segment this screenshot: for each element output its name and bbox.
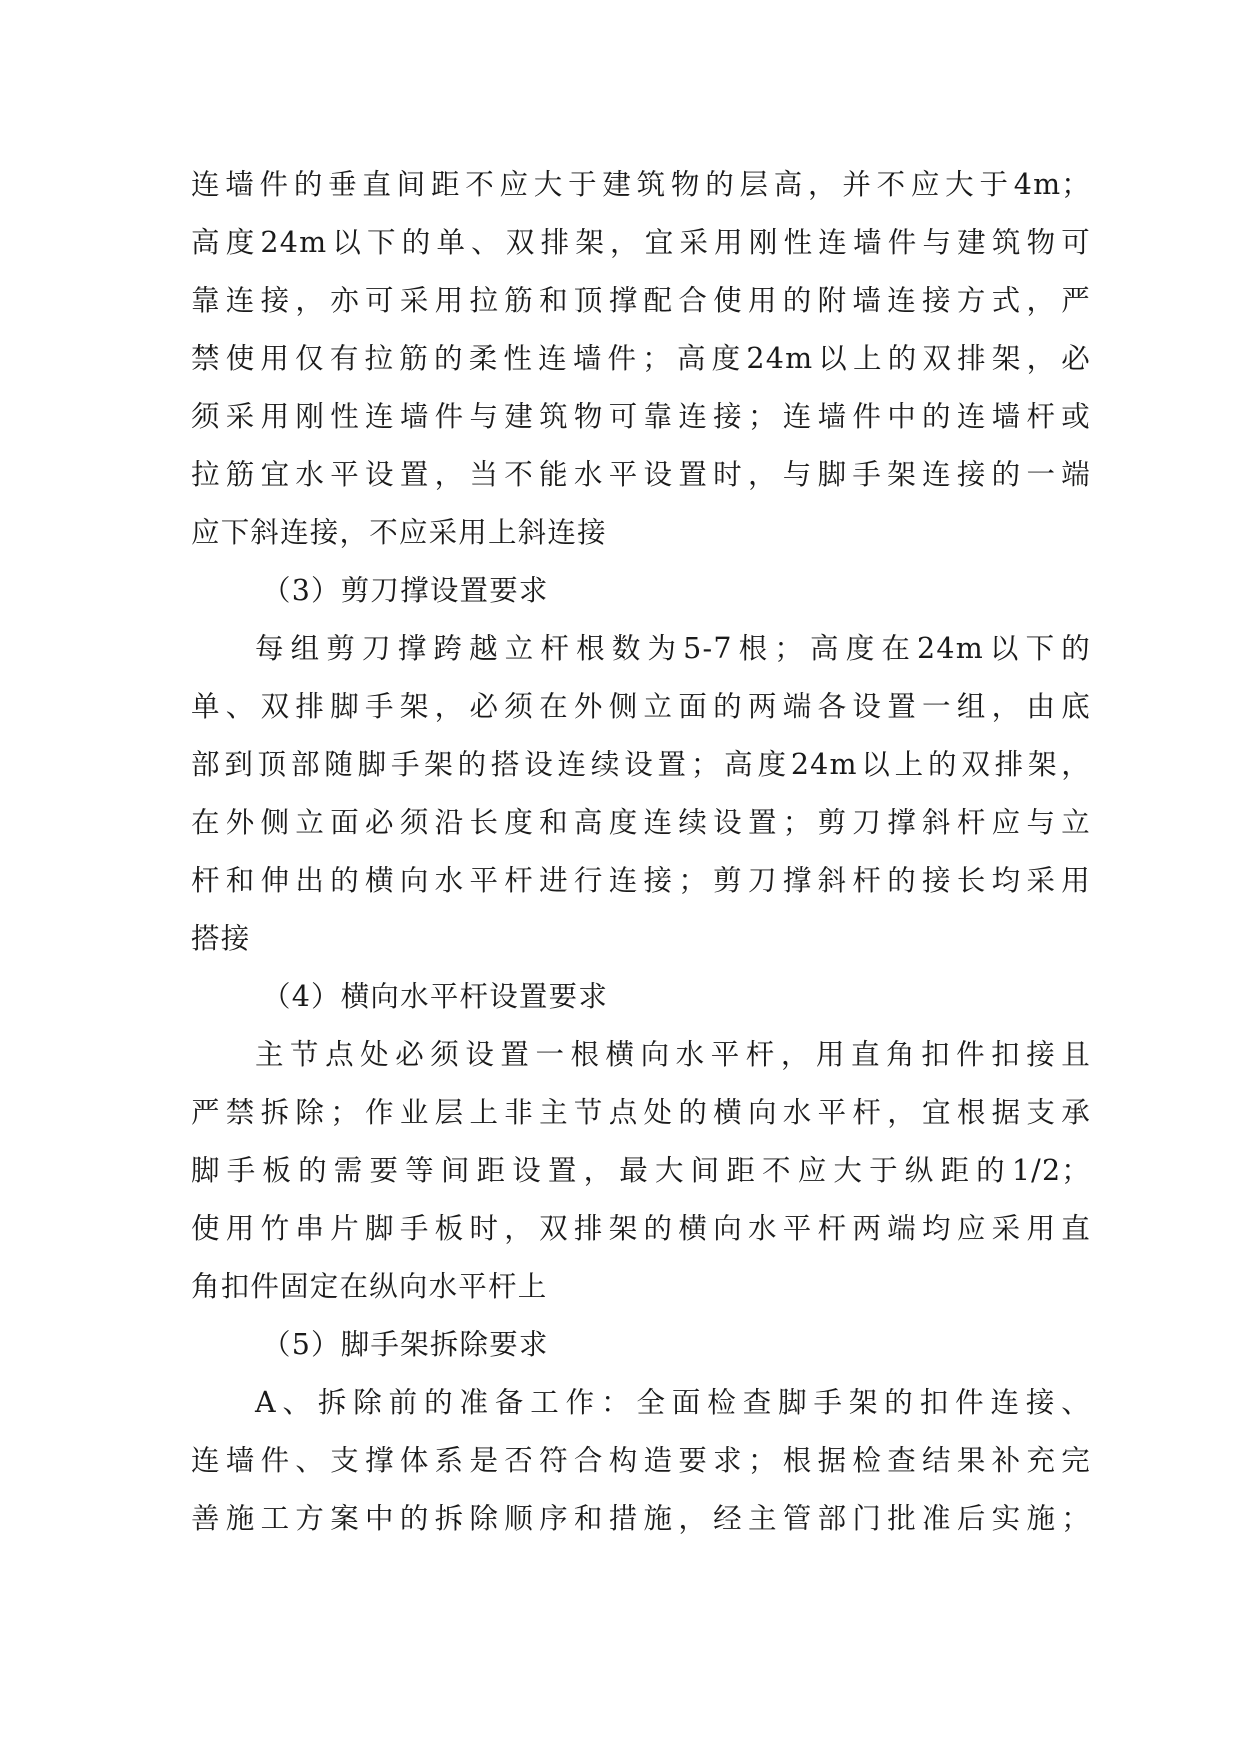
text-line: 严禁拆除；作业层上非主节点处的横向水平杆，宜根据支承	[191, 1096, 1091, 1129]
text-line: 连墙件的垂直间距不应大于建筑物的层高，并不应大于4m；	[191, 168, 1091, 201]
section-heading: （5）脚手架拆除要求	[262, 1328, 549, 1361]
section-heading: （4）横向水平杆设置要求	[262, 980, 609, 1013]
text-line: 杆和伸出的横向水平杆进行连接；剪刀撑斜杆的接长均采用	[191, 864, 1091, 897]
text-line: 主节点处必须设置一根横向水平杆，用直角扣件扣接且	[255, 1038, 1091, 1071]
text-line: 应下斜连接，不应采用上斜连接	[191, 516, 607, 549]
text-line: 脚手板的需要等间距设置，最大间距不应大于纵距的1/2；	[191, 1154, 1091, 1187]
text-line: 角扣件固定在纵向水平杆上	[191, 1270, 548, 1303]
text-line: 善施工方案中的拆除顺序和措施，经主管部门批准后实施；	[191, 1502, 1091, 1535]
text-line: 禁使用仅有拉筋的柔性连墙件；高度24m以上的双排架，必	[191, 342, 1091, 375]
text-line: 在外侧立面必须沿长度和高度连续设置；剪刀撑斜杆应与立	[191, 806, 1091, 839]
text-line: A、拆除前的准备工作：全面检查脚手架的扣件连接、	[255, 1386, 1091, 1419]
text-line: 搭接	[191, 922, 251, 955]
text-line: 靠连接，亦可采用拉筋和顶撑配合使用的附墙连接方式，严	[191, 284, 1091, 317]
text-line: 每组剪刀撑跨越立杆根数为5-7根；高度在24m以下的	[255, 632, 1091, 665]
text-line: 使用竹串片脚手板时，双排架的横向水平杆两端均应采用直	[191, 1212, 1091, 1245]
text-line: 拉筋宜水平设置，当不能水平设置时，与脚手架连接的一端	[191, 458, 1091, 491]
text-line: 单、双排脚手架，必须在外侧立面的两端各设置一组，由底	[191, 690, 1091, 723]
text-line: 须采用刚性连墙件与建筑物可靠连接；连墙件中的连墙杆或	[191, 400, 1091, 433]
text-line: 连墙件、支撑体系是否符合构造要求；根据检查结果补充完	[191, 1444, 1091, 1477]
text-line: 高度24m以下的单、双排架，宜采用刚性连墙件与建筑物可	[191, 226, 1091, 259]
section-heading: （3）剪刀撑设置要求	[262, 574, 549, 607]
text-line: 部到顶部随脚手架的搭设连续设置；高度24m以上的双排架，	[191, 748, 1091, 781]
